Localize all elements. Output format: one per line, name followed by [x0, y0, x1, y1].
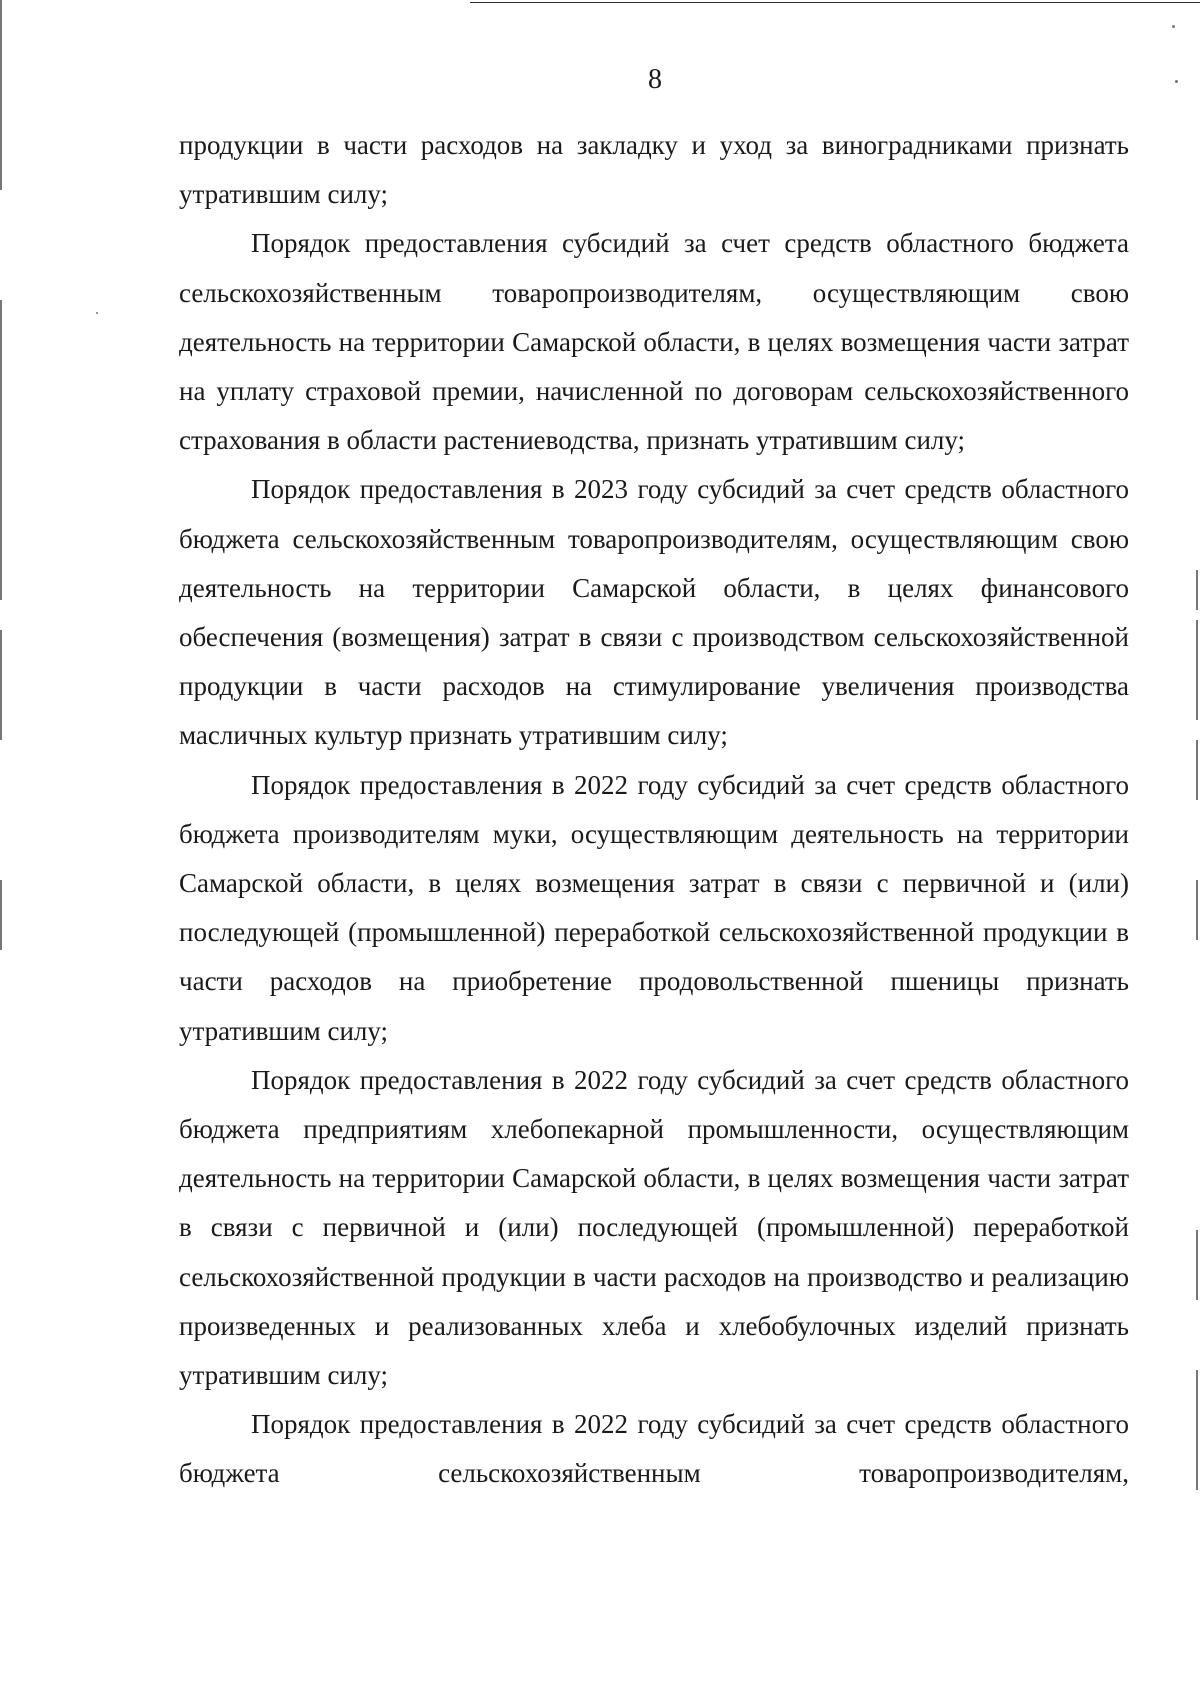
- scan-speck-left: [96, 312, 98, 314]
- scan-speck-top-right: [1172, 25, 1175, 28]
- scan-edge-mark-right-2: [1196, 620, 1198, 720]
- paragraph-insurance-subsidy: Порядок предоставления субсидий за счет средств областного бюджета сельскохозяйственным товаропроизводителям, осуществляющим свою деятельность на территории Самарской области, в целях возмещения части затрат на уплату страховой премии, начисленной по договорам сельскохозяйственного страхования в области растениеводства, признать утратившим силу;: [179, 228, 1129, 456]
- scan-edge-mark-right-3: [1196, 740, 1198, 800]
- scan-edge-mark-right-5: [1196, 1230, 1198, 1300]
- scan-edge-mark-right-6: [1196, 1370, 1198, 1490]
- scan-edge-mark-left-low: [0, 630, 2, 740]
- scan-edge-mark-left-dash: [0, 880, 2, 950]
- document-body: [179, 121, 1129, 1499]
- paragraph-bakery-subsidy: Порядок предоставления в 2022 году субсидий за счет средств областного бюджета предприятиям хлебопекарной промышленности, осуществляющим деятельность на территории Самарской области, в целях возмещения части затрат в связи с первичной и (или) последующей (промышленной) переработкой сельскохозяйственной продукции в части расходов на производство и реализацию произведенных и реализованных хлеба и хлебобулочных изделий признать утратившим силу;: [179, 1064, 1129, 1391]
- paragraph-flour-subsidy: Порядок предоставления в 2022 году субсидий за счет средств областного бюджета производителям муки, осуществляющим деятельность на территории Самарской области, в целях возмещения затрат в связи с первичной и (или) последующей (промышленной) переработкой сельскохозяйственной продукции в части расходов на приобретение продовольственной пшеницы признать утратившим силу;: [179, 769, 1129, 1046]
- paragraph-producers-subsidy: Порядок предоставления в 2022 году субсидий за счет средств областного бюджета сельскохозяйственным товаропроизводителям,: [179, 1409, 1129, 1489]
- paragraph-continuation: продукции в части расходов на закладку и уход за виноградниками признать утратившим силу;: [179, 130, 1129, 210]
- top-rule: [470, 2, 1200, 3]
- scan-edge-mark-right-4: [1196, 880, 1198, 940]
- scan-edge-mark-right-1: [1196, 570, 1198, 610]
- page-number: 8: [648, 64, 662, 95]
- paragraph-oilseed-subsidy: Порядок предоставления в 2023 году субсидий за счет средств областного бюджета сельскохозяйственным товаропроизводителям, осуществляющим свою деятельность на территории Самарской области, в целях финансового обеспечения (возмещения) затрат в связи с производством сельскохозяйственной продукции в части расходов на стимулирование увеличения производства масличных культур признать утратившим силу;: [179, 474, 1129, 751]
- scan-edge-mark-left-mid: [0, 300, 2, 600]
